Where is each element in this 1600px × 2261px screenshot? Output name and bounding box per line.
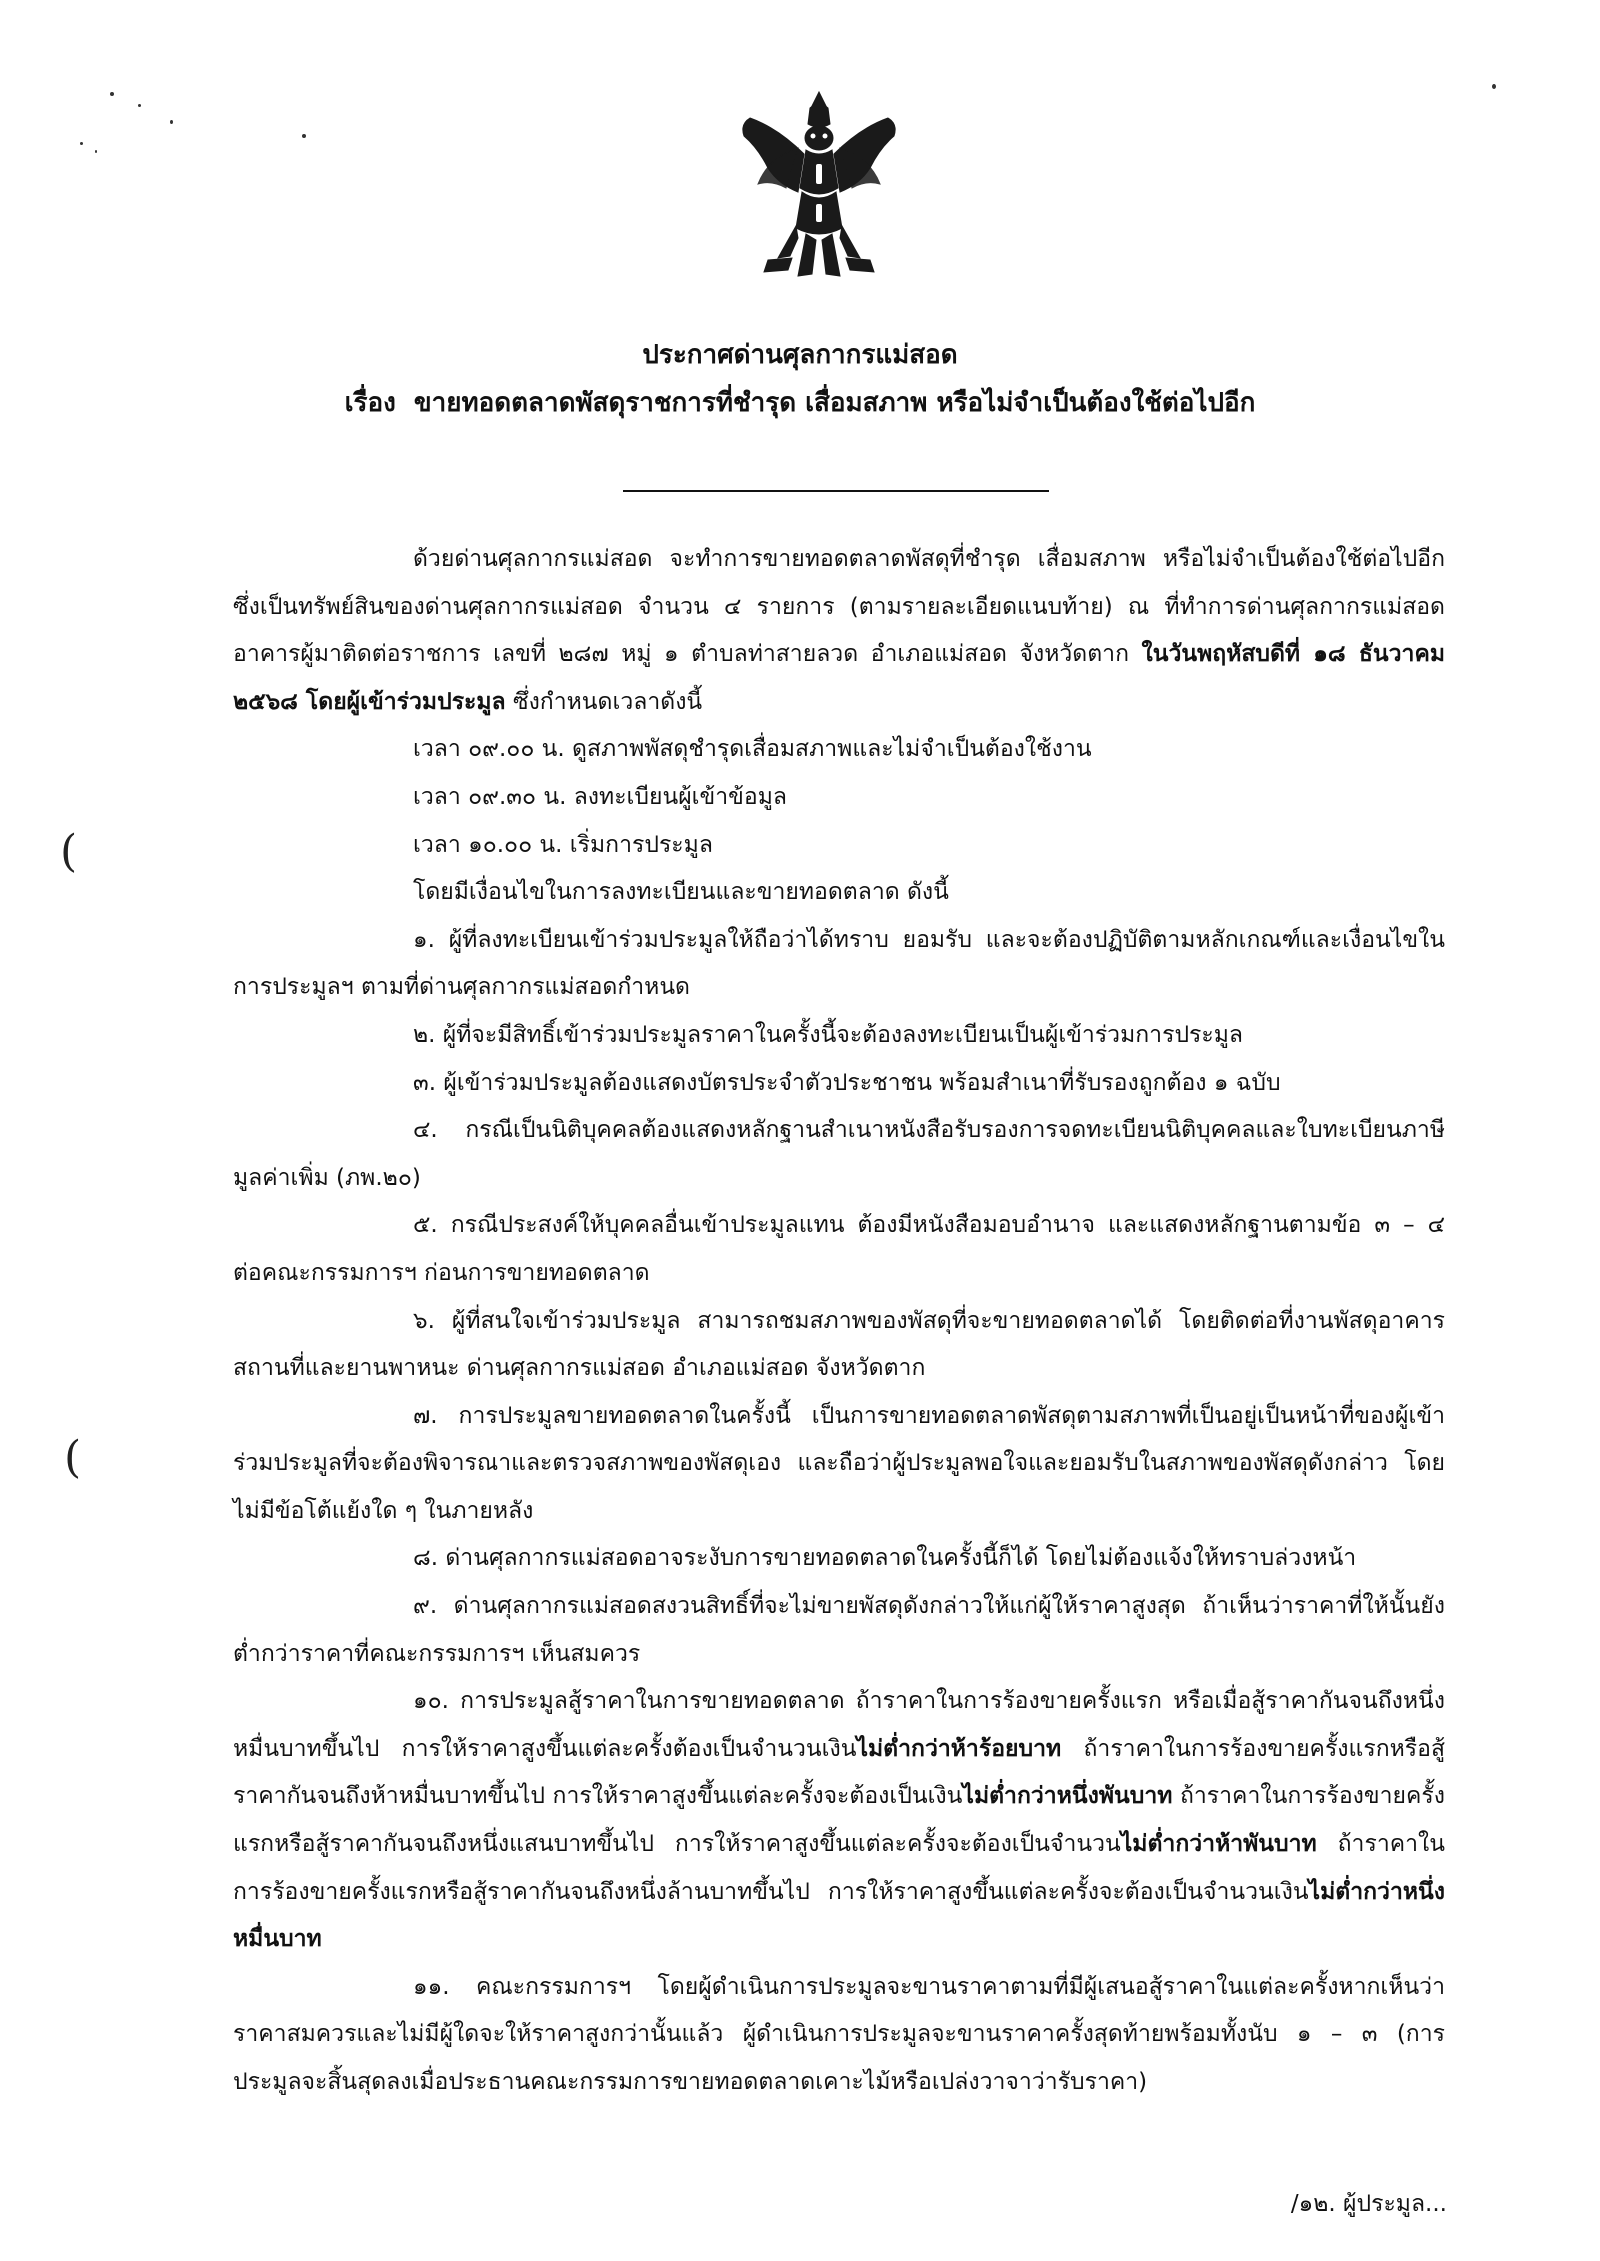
- subject-label: เรื่อง: [344, 388, 396, 418]
- condition-6: ๖. ผู้ที่สนใจเข้าร่วมประมูล สามารถชมสภาพของพัสดุที่จะขายทอดตลาดได้ โดยติดต่อที่งานพัสดุอาคารสถานที่และยานพาหนะ ด่านศุลกากรแม่สอด อำเภอแม่สอด จังหวัดตาก: [233, 1307, 1445, 1382]
- condition-9: ๙. ด่านศุลกากรแม่สอดสงวนสิทธิ์ที่จะไม่ขายพัสดุดังกล่าวให้แก่ผู้ให้ราคาสูงสุด ถ้าเห็นว่าราคาที่ให้นั้นยังต่ำกว่าราคาที่คณะกรรมการฯ เห็นสมควร: [233, 1593, 1445, 1667]
- condition-8: ๘. ด่านศุลกากรแม่สอดอาจระงับการขายทอดตลาดในครั้งนี้ก็ได้ โดยไม่ต้องแจ้งให้ทราบล่วงหน้า: [413, 1545, 1357, 1572]
- condition-1: ๑. ผู้ที่ลงทะเบียนเข้าร่วมประมูลให้ถือว่าได้ทราบ ยอมรับ และจะต้องปฏิบัติตามหลักเกณฑ์และเงื่อนไขในการประมูลฯ ตามที่ด่านศุลกากรแม่สอดกำหนด: [233, 926, 1445, 1001]
- intro-paragraph: [233, 536, 1445, 726]
- conditions-heading: โดยมีเงื่อนไขในการลงทะเบียนและขายทอดตลาด ดังนี้: [413, 879, 949, 906]
- condition-10-min-5000: ไม่ต่ำกว่าห้าพันบาท: [1120, 1831, 1317, 1858]
- scan-speck: [80, 142, 83, 145]
- schedule-item-registration: เวลา ๐๙.๓๐ น. ลงทะเบียนผู้เข้าข้อมูล: [413, 783, 787, 810]
- condition-10-part-4: ถ้าราคาในการร้องขายครั้งแรกหรือสู้ราคากันจนถึงหนึ่งล้านบาทขึ้นไป การให้ราคาสูงขึ้นแต่ละครั้งจะต้องเป็นจำนวนเงิน: [233, 1831, 1445, 1905]
- garuda-emblem-icon: [728, 88, 910, 288]
- condition-4: ๔. กรณีเป็นนิติบุคคลต้องแสดงหลักฐานสำเนาหนังสือรับรองการจดทะเบียนนิติบุคคลและใบทะเบียนภาษีมูลค่าเพิ่ม (ภพ.๒๐): [233, 1117, 1445, 1191]
- condition-10-min-10000: ไม่ต่ำกว่าหนึ่งหมื่นบาท: [233, 1878, 1445, 1953]
- condition-3: ๓. ผู้เข้าร่วมประมูลต้องแสดงบัตรประจำตัวประชาชน พร้อมสำเนาที่รับรองถูกต้อง ๑ ฉบับ: [413, 1069, 1281, 1096]
- condition-10-part-3: ถ้าราคาในการร้องขายครั้งแรกหรือสู้ราคากันจนถึงหนึ่งแสนบาทขึ้นไป การให้ราคาสูงขึ้นแต่ละครั้งจะต้องเป็นจำนวน: [233, 1783, 1445, 1858]
- condition-10-min-500: ไม่ต่ำกว่าห้าร้อยบาท: [856, 1735, 1062, 1762]
- page-title: ประกาศด่านศุลกากรแม่สอด: [642, 340, 958, 370]
- auction-date: ในวันพฤหัสบดีที่ ๑๘ ธันวาคม ๒๕๖๘ โดยผู้เข้าร่วมประมูล: [233, 641, 1445, 715]
- condition-10: [233, 1678, 1445, 1964]
- continued-marker: /๑๒. ผู้ประมูล...: [1290, 2191, 1447, 2217]
- scan-speck: [138, 104, 141, 107]
- schedule-item-viewing: เวลา ๐๙.๐๐ น. ดูสภาพพัสดุชำรุดเสื่อมสภาพและไม่จำเป็นต้องใช้งาน: [413, 736, 1092, 763]
- condition-10-min-1000: ไม่ต่ำกว่าหนึ่งพันบาท: [962, 1783, 1173, 1810]
- hole-punch-mark-lower: (: [64, 1432, 82, 1483]
- subject-line: [0, 382, 1600, 423]
- schedule-item-auction-start: เวลา ๑๐.๐๐ น. เริ่มการประมูล: [413, 831, 713, 858]
- condition-10-part-2: ถ้าราคาในการร้องขายครั้งแรกหรือสู้ราคากันจนถึงห้าหมื่นบาทขึ้นไป การให้ราคาสูงขึ้นแต่ละครั้งจะต้องเป็นเงิน: [233, 1735, 1445, 1810]
- condition-5: ๕. กรณีประสงค์ให้บุคคลอื่นเข้าประมูลแทน ต้องมีหนังสือมอบอำนาจ และแสดงหลักฐานตามข้อ ๓ – ๔ ต่อคณะกรรมการฯ ก่อนการขายทอดตลาด: [233, 1212, 1445, 1286]
- condition-2: ๒. ผู้ที่จะมีสิทธิ์เข้าร่วมประมูลราคาในครั้งนี้จะต้องลงทะเบียนเป็นผู้เข้าร่วมการประมูล: [413, 1021, 1244, 1048]
- scan-speck: [95, 150, 97, 153]
- condition-11: ๑๑. คณะกรรมการฯ โดยผู้ดำเนินการประมูลจะขานราคาตามที่มีผู้เสนอสู้ราคาในแต่ละครั้งหากเห็นว่าราคาสมควรและไม่มีผู้ใดจะให้ราคาสูงกว่านั้นแล้ว ผู้ดำเนินการประมูลจะขานราคาครั้งสุดท้ายพร้อมทั้งนับ ๑ – ๓ (การประมูลจะสิ้นสุดลงเมื่อประธานคณะกรรมการขายทอดตลาดเคาะไม้หรือเปล่งวาจาว่ารับราคา): [233, 1973, 1445, 2095]
- scan-speck: [302, 134, 306, 138]
- intro-text: ด้วยด่านศุลกากรแม่สอด จะทำการขายทอดตลาดพัสดุที่ชำรุด เสื่อมสภาพ หรือไม่จำเป็นต้องใช้ต่อไปอีก ซึ่งเป็นทรัพย์สินของด่านศุลกากรแม่สอด จำนวน ๔ รายการ (ตามรายละเอียดแนบท้าย) ณ ที่ทำการด่านศุลกากรแม่สอด อาคารผู้มาติดต่อราชการ เลขที่ ๒๘๗ หมู่ ๑ ตำบลท่าสายลวด อำเภอแม่สอด จังหวัดตาก: [233, 546, 1445, 668]
- title-divider: [623, 490, 1049, 492]
- subject-text: ขายทอดตลาดพัสดุราชการที่ชำรุด เสื่อมสภาพ หรือไม่จำเป็นต้องใช้ต่อไปอีก: [413, 388, 1256, 418]
- scan-speck: [110, 92, 114, 96]
- hole-punch-mark-upper: (: [60, 826, 78, 877]
- scan-speck: [1492, 84, 1496, 89]
- intro-tail: ซึ่งกำหนดเวลาดังนี้: [505, 688, 703, 715]
- scan-speck: [170, 120, 173, 124]
- condition-10-part-1: ๑๐. การประมูลสู้ราคาในการขายทอดตลาด ถ้าราคาในการร้องขายครั้งแรก หรือเมื่อสู้ราคากันจนถึงหนึ่งหมื่นบาทขึ้นไป การให้ราคาสูงขึ้นแต่ละครั้งต้องเป็นจำนวนเงิน: [233, 1688, 1445, 1762]
- announcement-body: [233, 536, 1445, 2107]
- condition-7: ๗. การประมูลขายทอดตลาดในครั้งนี้ เป็นการขายทอดตลาดพัสดุตามสภาพที่เป็นอยู่เป็นหน้าที่ของผู้เข้าร่วมประมูลที่จะต้องพิจารณาและตรวจสภาพของพัสดุเอง และถือว่าผู้ประมูลพอใจและยอมรับในสภาพของพัสดุดังกล่าว โดยไม่มีข้อโต้แย้งใด ๆ ในภายหลัง: [233, 1402, 1445, 1524]
